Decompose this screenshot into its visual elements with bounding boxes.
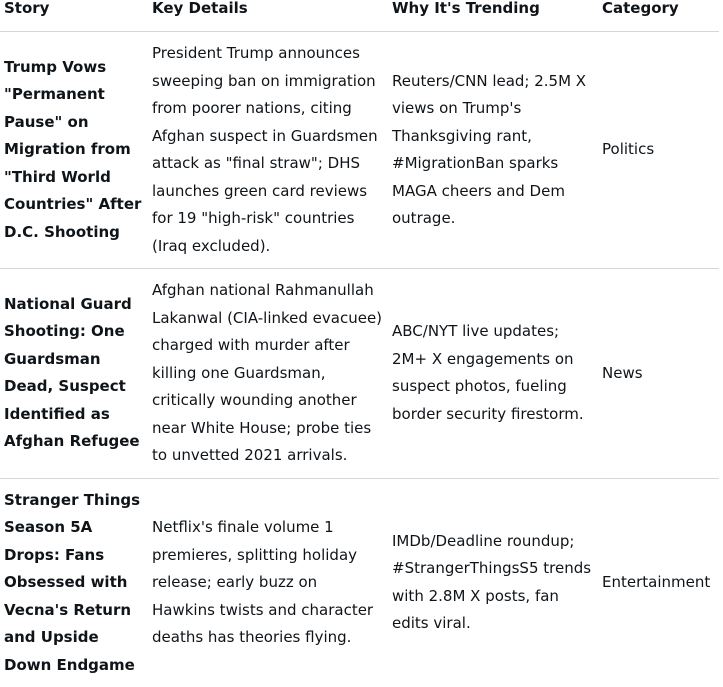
header-row bbox=[0, 0, 719, 32]
table-row bbox=[0, 478, 719, 687]
details-cell: Netflix's finale volume 1 premieres, splitting holiday release; early buzz on Hawkins twists and character deaths has theories flying. bbox=[148, 478, 388, 687]
story-cell: National Guard Shooting: One Guardsman Dead, Suspect Identified as Afghan Refugee bbox=[0, 269, 148, 479]
details-cell: President Trump announces sweeping ban on immigration from poorer nations, citing Afghan suspect in Guardsmen attack as "final straw"; DHS launches green card reviews for 19 "high-risk" countries (Iraq excluded). bbox=[148, 32, 388, 269]
table-row bbox=[0, 32, 719, 269]
trending-cell: IMDb/Deadline roundup; #StrangerThingsS5 trends with 2.8M X posts, fan edits viral. bbox=[388, 478, 598, 687]
trending-cell: Reuters/CNN lead; 2.5M X views on Trump's Thanksgiving rant, #MigrationBan sparks MAGA cheers and Dem outrage. bbox=[388, 32, 598, 269]
story-cell: Trump Vows "Permanent Pause" on Migration from "Third World Countries" After D.C. Shooting bbox=[0, 32, 148, 269]
header-story: Story bbox=[0, 0, 148, 32]
header-category: Category bbox=[598, 0, 719, 32]
trending-cell: ABC/NYT live updates; 2M+ X engagements on suspect photos, fueling border security firestorm. bbox=[388, 269, 598, 479]
header-why-trending: Why It's Trending bbox=[388, 0, 598, 32]
story-cell: Stranger Things Season 5A Drops: Fans Obsessed with Vecna's Return and Upside Down Endgame bbox=[0, 478, 148, 687]
category-cell: Politics bbox=[598, 32, 719, 269]
category-cell: Entertainment bbox=[598, 478, 719, 687]
header-key-details: Key Details bbox=[148, 0, 388, 32]
category-cell: News bbox=[598, 269, 719, 479]
table-body bbox=[0, 32, 719, 687]
details-cell: Afghan national Rahmanullah Lakanwal (CIA-linked evacuee) charged with murder after killing one Guardsman, critically wounding another near White House; probe ties to unvetted 2021 arrivals. bbox=[148, 269, 388, 479]
table-row bbox=[0, 269, 719, 479]
table-header bbox=[0, 0, 719, 32]
